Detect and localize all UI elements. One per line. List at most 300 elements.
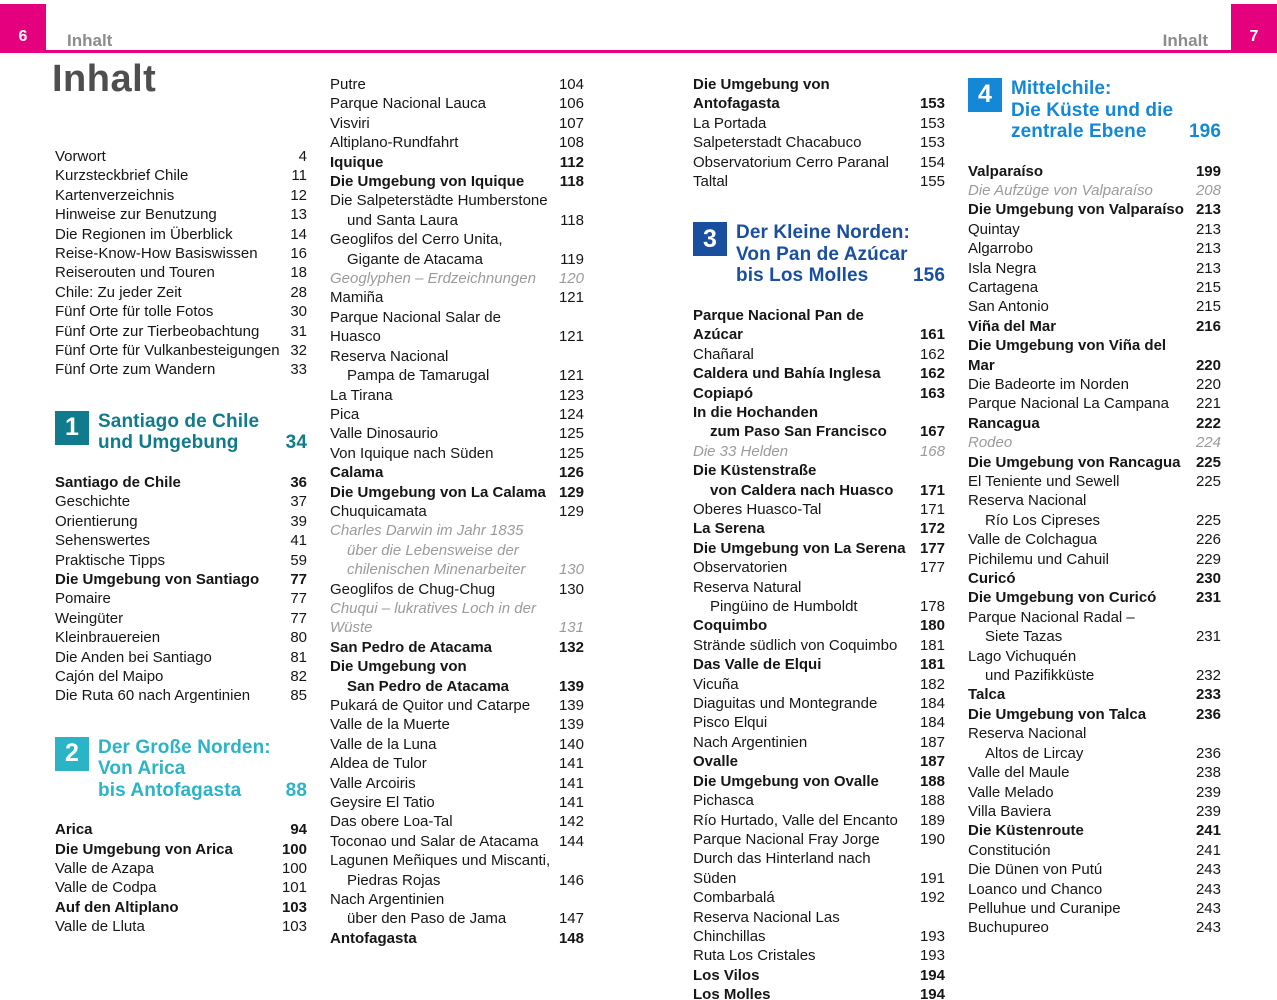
toc-entry-page-number: 229 xyxy=(1195,550,1221,568)
toc-entry xyxy=(330,133,584,152)
toc-entry xyxy=(55,840,307,859)
toc-entry-title: Die Umgebung von Santiago xyxy=(55,570,260,588)
toc-entry-title: Curicó xyxy=(968,570,1016,588)
toc-entry-page-number: 215 xyxy=(1195,298,1221,316)
toc-entry-page-number: 225 xyxy=(1195,511,1221,529)
toc-entry-title: Observatorium Cerro Paranal xyxy=(693,153,889,171)
toc-entry-page-number: 142 xyxy=(558,813,584,831)
toc-entry-title: Valle de la Luna xyxy=(330,735,437,753)
toc-entry xyxy=(693,442,945,461)
toc-entry xyxy=(968,162,1221,181)
toc-entry xyxy=(693,539,945,558)
toc-entry-title: Die Küstenroute xyxy=(968,822,1084,840)
toc-entry xyxy=(55,820,307,839)
toc-entry-title: Piedras Rojas xyxy=(347,871,441,889)
toc-entry xyxy=(55,147,307,166)
toc-entry-title: Gigante de Atacama xyxy=(347,250,483,268)
toc-entry-page-number: 32 xyxy=(290,342,307,360)
toc-entry-page-number: 139 xyxy=(558,716,584,734)
toc-entry xyxy=(330,502,584,521)
toc-entry-title: Valle de la Muerte xyxy=(330,716,450,734)
toc-entry-title: Combarbalá xyxy=(693,889,775,907)
toc-entry-title: Weingüter xyxy=(55,609,124,627)
toc-entry-page-number: 81 xyxy=(290,648,307,666)
toc-entry-title: Chile: Zu jeder Zeit xyxy=(55,283,182,301)
toc-entry-page-number: 119 xyxy=(560,250,584,268)
right-page-number-box xyxy=(1231,4,1277,53)
toc-entry-page-number: 139 xyxy=(558,697,584,714)
toc-entry xyxy=(693,384,945,403)
toc-entry-page-number: 103 xyxy=(281,918,307,936)
toc-entry-title: Villa Baviera xyxy=(968,802,1052,820)
toc-entry-page-number: 162 xyxy=(919,345,945,363)
toc-entry-title: Observatorien xyxy=(693,559,788,577)
toc-entry-page-number: 121 xyxy=(558,289,584,307)
toc-entry-title: Chuquicamata xyxy=(330,502,427,520)
section-title-line: Der Kleine Norden: xyxy=(736,222,910,244)
toc-entry-page-number: 194 xyxy=(919,966,945,984)
toc-entry xyxy=(330,114,584,133)
toc-entry-page-number: 222 xyxy=(1195,414,1221,432)
toc-entry-title: Kurzsteckbrief Chile xyxy=(55,167,189,185)
toc-entry xyxy=(55,244,307,263)
toc-entry-page-number: 77 xyxy=(290,590,307,608)
toc-entry-title: Das Valle de Elqui xyxy=(693,656,822,674)
toc-entry xyxy=(330,483,584,502)
toc-entry-title: Die Regionen im Überblick xyxy=(55,225,233,243)
toc-entry xyxy=(55,225,307,244)
toc-entry-title: Los Vilos xyxy=(693,966,760,984)
toc-entry-page-number: 121 xyxy=(558,328,584,346)
toc-entry xyxy=(968,375,1221,394)
toc-entry-page-number: 100 xyxy=(281,860,307,878)
toc-entry xyxy=(55,628,307,647)
toc-entry xyxy=(968,433,1221,452)
toc-entry-page-number: 148 xyxy=(558,929,584,947)
toc-entry xyxy=(55,512,307,531)
toc-entry-page-number: 208 xyxy=(1195,181,1221,199)
toc-entry-page-number: 199 xyxy=(1195,162,1221,180)
toc-entry xyxy=(968,200,1221,219)
toc-entry-title: Los Molles xyxy=(693,986,771,1000)
toc-entry-title: Quintay xyxy=(968,220,1020,238)
toc-entry-page-number: 153 xyxy=(919,114,945,132)
toc-entry-title: Sehenswertes xyxy=(55,532,151,550)
toc-entry xyxy=(330,696,584,715)
toc-entry-page-number: 213 xyxy=(1195,220,1221,238)
section-heading xyxy=(693,222,945,287)
toc-entry-page-number: 12 xyxy=(290,186,307,204)
toc-entry-title: Kleinbrauereien xyxy=(55,629,161,647)
toc-entry-title: Loanco und Chanco xyxy=(968,880,1103,898)
section-number-badge: 1 xyxy=(55,411,89,445)
toc-entry xyxy=(330,715,584,734)
toc-entry xyxy=(55,589,307,608)
toc-entry-title: Reserva Nacional Las Chinchillas xyxy=(693,908,840,945)
left-page-number: 6 xyxy=(18,28,28,45)
section-heading xyxy=(968,78,1221,143)
toc-entry-title: Die Umgebung von Viña del Mar xyxy=(968,337,1167,374)
toc-entry xyxy=(693,461,945,500)
toc-entry-page-number: 146 xyxy=(558,871,584,889)
toc-entry-title: El Teniente und Sewell xyxy=(968,473,1120,490)
toc-entry-page-number: 241 xyxy=(1195,841,1221,859)
section-page-number: 34 xyxy=(285,432,307,454)
toc-entry xyxy=(330,386,584,405)
section-heading xyxy=(55,737,307,802)
toc-entry xyxy=(330,191,584,230)
toc-entry-page-number: 180 xyxy=(919,617,945,635)
toc-entry-title: Die Salpeterstädte Humberstone xyxy=(330,192,548,210)
toc-entry xyxy=(330,638,584,657)
toc-entry xyxy=(968,239,1221,258)
toc-entry xyxy=(968,491,1221,530)
toc-entry-title: Geschichte xyxy=(55,493,131,511)
toc-entry-page-number: 144 xyxy=(558,832,584,850)
toc-entry xyxy=(330,347,584,386)
toc-entry-page-number: 16 xyxy=(290,245,307,263)
toc-entry-page-number: 36 xyxy=(290,473,307,491)
toc-entry-title: San Antonio xyxy=(968,298,1049,316)
toc-entry xyxy=(693,830,945,849)
toc-entry-title: und Pazifikküste xyxy=(985,667,1095,685)
toc-entry-page-number: 220 xyxy=(1195,375,1221,393)
toc-entry-page-number: 4 xyxy=(298,148,307,165)
toc-entry-title: Valle de Lluta xyxy=(55,918,145,936)
toc-entry xyxy=(55,322,307,341)
toc-entry-title: Reiserouten und Touren xyxy=(55,264,215,282)
toc-entry xyxy=(330,832,584,851)
toc-entry xyxy=(330,463,584,482)
toc-entry-title: Cartagena xyxy=(968,278,1039,296)
toc-entry-page-number: 193 xyxy=(919,927,945,945)
toc-entry xyxy=(968,550,1221,569)
toc-entry-title: Coquimbo xyxy=(693,617,768,635)
toc-entry-title: Altos de Lircay xyxy=(985,744,1084,762)
toc-entry-page-number: 192 xyxy=(919,889,945,907)
toc-entry-page-number: 155 xyxy=(919,173,945,191)
section-page-number: 156 xyxy=(912,265,945,287)
toc-entry-title: Die Ruta 60 nach Argentinien xyxy=(55,687,251,705)
toc-entry-title: Antofagasta xyxy=(330,929,417,947)
toc-entry-page-number: 18 xyxy=(290,264,307,282)
toc-entry-title: Pukará de Quitor und Catarpe xyxy=(330,697,531,714)
toc-entry-title: Parque Nacional Radal – xyxy=(968,608,1135,626)
toc-entry-title: Parque Nacional Fray Jorge xyxy=(693,830,880,848)
toc-entry-page-number: 187 xyxy=(919,753,945,771)
toc-entry-page-number: 124 xyxy=(558,405,584,423)
toc-entry-page-number: 220 xyxy=(1195,356,1221,374)
toc-entry-title: chilenischen Minenarbeiter xyxy=(347,561,526,579)
toc-entry xyxy=(968,297,1221,316)
toc-entry-page-number: 225 xyxy=(1195,453,1221,471)
toc-entry-title: von Caldera nach Huasco xyxy=(710,481,894,499)
section-title-line: bis Antofagasta xyxy=(98,779,242,801)
toc-entry xyxy=(693,558,945,577)
toc-entry xyxy=(968,220,1221,239)
toc-entry-page-number: 118 xyxy=(560,211,584,229)
toc-entry xyxy=(330,599,584,638)
toc-entry xyxy=(55,263,307,282)
toc-entry-title: Die Dünen von Putú xyxy=(968,861,1103,879)
toc-entry-page-number: 162 xyxy=(919,365,945,383)
toc-entry xyxy=(968,394,1221,413)
toc-entry xyxy=(55,878,307,897)
toc-entry xyxy=(968,414,1221,433)
toc-entry-page-number: 231 xyxy=(1195,628,1221,646)
toc-entry-page-number: 121 xyxy=(558,367,584,385)
toc-entry-page-number: 177 xyxy=(919,559,945,577)
section-number-badge: 3 xyxy=(693,222,727,256)
toc-entry xyxy=(693,655,945,674)
toc-entry-page-number: 11 xyxy=(291,167,307,185)
toc-entry-page-number: 37 xyxy=(290,493,307,511)
toc-entry-title: Cajón del Maipo xyxy=(55,667,164,685)
toc-entry-title: In die Hochanden xyxy=(693,403,819,421)
toc-entry-title: Pelluhue und Curanipe xyxy=(968,899,1121,917)
toc-entry-page-number: 125 xyxy=(558,444,584,462)
toc-entry-page-number: 118 xyxy=(559,173,584,191)
toc-entry xyxy=(693,616,945,635)
toc-entry-title: Rodeo xyxy=(968,434,1013,452)
toc-entry-page-number: 77 xyxy=(290,609,307,627)
toc-entry-title: Lagunen Meñiques und Miscanti, xyxy=(330,852,551,870)
toc-entry-page-number: 125 xyxy=(558,425,584,443)
left-page-number-box xyxy=(0,4,46,53)
toc-entry xyxy=(968,880,1221,899)
toc-entry-title: Valparaíso xyxy=(968,162,1044,180)
header-rule xyxy=(46,50,1231,53)
toc-entry-page-number: 39 xyxy=(290,512,307,530)
toc-column-2 xyxy=(330,75,584,948)
toc-entry-page-number: 104 xyxy=(558,76,584,93)
toc-entry xyxy=(330,75,584,94)
toc-entry-title: Valle de Colchagua xyxy=(968,531,1097,549)
section-page-number: 196 xyxy=(1188,121,1221,142)
toc-entry-page-number: 188 xyxy=(919,772,945,790)
right-running-header: Inhalt xyxy=(1162,31,1208,50)
section-page-number: 88 xyxy=(285,779,307,801)
toc-entry xyxy=(968,453,1221,472)
toc-entry xyxy=(693,519,945,538)
toc-entry-page-number: 13 xyxy=(290,206,307,224)
toc-entry-page-number: 107 xyxy=(558,114,584,132)
toc-entry xyxy=(330,288,584,307)
toc-entry xyxy=(330,890,584,929)
toc-entry-title: Nach Argentinien xyxy=(330,891,445,909)
toc-entry xyxy=(693,772,945,791)
toc-entry-title: Rancagua xyxy=(968,414,1040,432)
toc-entry-title: Die Umgebung von Ovalle xyxy=(693,772,879,790)
section-title-line: Santiago de Chile xyxy=(98,410,260,432)
toc-entry-page-number: 163 xyxy=(919,384,945,402)
toc-entry-page-number: 226 xyxy=(1195,531,1221,549)
toc-entry-page-number: 231 xyxy=(1195,589,1221,607)
section-heading xyxy=(55,411,307,454)
toc-entry xyxy=(330,735,584,754)
toc-entry-page-number: 213 xyxy=(1195,259,1221,277)
toc-entry-page-number: 243 xyxy=(1195,899,1221,917)
toc-entry xyxy=(693,985,945,1000)
toc-entry-title: Die Küstenstraße xyxy=(693,462,817,480)
toc-entry-title: Valle Arcoiris xyxy=(330,774,416,792)
toc-entry xyxy=(330,657,584,696)
toc-entry-page-number: 141 xyxy=(558,755,584,773)
toc-entry-title: Altiplano-Rundfahrt xyxy=(330,134,459,152)
toc-entry-title: und Santa Laura xyxy=(347,211,458,229)
toc-entry xyxy=(693,888,945,907)
toc-entry-title: Die Anden bei Santiago xyxy=(55,648,212,666)
toc-entry xyxy=(968,860,1221,879)
toc-entry-title: Nach Argentinien xyxy=(693,733,808,751)
toc-entry xyxy=(693,364,945,383)
toc-entry-page-number: 232 xyxy=(1195,667,1221,685)
toc-entry xyxy=(693,694,945,713)
toc-entry xyxy=(693,849,945,888)
toc-entry xyxy=(693,153,945,172)
toc-entry-page-number: 177 xyxy=(919,539,945,557)
toc-entry-title: Pampa de Tamarugal xyxy=(347,367,490,385)
toc-column-1 xyxy=(55,147,307,937)
toc-entry-page-number: 123 xyxy=(558,386,584,404)
toc-entry-page-number: 130 xyxy=(558,561,584,579)
toc-entry xyxy=(330,269,584,288)
toc-entry-title: Oberes Huasco-Tal xyxy=(693,501,822,518)
toc-entry-page-number: 33 xyxy=(290,361,307,379)
toc-entry-title: Lago Vichuquén xyxy=(968,647,1077,665)
toc-entry-page-number: 41 xyxy=(290,532,307,550)
toc-entry-page-number: 241 xyxy=(1195,822,1221,840)
section-title-line: Von Pan de Azúcar xyxy=(736,243,908,265)
section-title xyxy=(98,411,307,454)
section-title-line: Der Große Norden: xyxy=(98,736,271,758)
toc-entry-page-number: 184 xyxy=(919,695,945,713)
toc-entry-title: Die Umgebung von La Calama xyxy=(330,483,546,501)
toc-entry-page-number: 154 xyxy=(919,153,945,171)
toc-entry-title: Reserva Natural xyxy=(693,578,802,596)
toc-entry xyxy=(693,946,945,965)
toc-entry-title: Valle Melado xyxy=(968,783,1054,801)
toc-entry xyxy=(693,500,945,519)
toc-entry-title: Geoglyphen – Erdzeichnungen xyxy=(330,270,536,288)
toc-entry xyxy=(968,259,1221,278)
toc-entry-page-number: 224 xyxy=(1195,434,1221,452)
toc-entry xyxy=(693,966,945,985)
toc-entry-page-number: 243 xyxy=(1195,919,1221,937)
toc-entry xyxy=(693,908,945,947)
toc-entry-title: Valle de Codpa xyxy=(55,879,157,897)
toc-entry-page-number: 233 xyxy=(1195,686,1221,704)
toc-entry xyxy=(55,531,307,550)
toc-entry-title: Pingüino de Humboldt xyxy=(710,598,858,616)
toc-entry xyxy=(693,791,945,810)
toc-entry xyxy=(55,360,307,379)
toc-entry-page-number: 147 xyxy=(558,910,584,928)
toc-entry-page-number: 243 xyxy=(1195,880,1221,898)
toc-entry-title: Die Umgebung von La Serena xyxy=(693,539,906,557)
toc-entry-page-number: 14 xyxy=(290,225,307,243)
toc-entry xyxy=(55,551,307,570)
toc-entry-title: über den Paso de Jama xyxy=(347,910,507,928)
toc-entry-title: Isla Negra xyxy=(968,259,1037,277)
toc-entry xyxy=(55,570,307,589)
toc-entry-page-number: 178 xyxy=(919,598,945,616)
toc-entry xyxy=(968,763,1221,782)
toc-entry-page-number: 182 xyxy=(919,675,945,693)
toc-entry-page-number: 215 xyxy=(1195,278,1221,296)
toc-entry xyxy=(968,472,1221,491)
toc-entry-page-number: 129 xyxy=(558,483,584,501)
toc-entry-title: Algarrobo xyxy=(968,240,1034,258)
toc-entry xyxy=(55,166,307,185)
toc-entry-page-number: 184 xyxy=(919,714,945,732)
toc-entry-page-number: 140 xyxy=(558,735,584,753)
section-number-badge: 2 xyxy=(55,737,89,771)
toc-entry-title: Vicuña xyxy=(693,675,739,693)
toc-entry-page-number: 161 xyxy=(919,326,945,344)
toc-entry-title: Die Umgebung von Talca xyxy=(968,705,1147,723)
toc-entry-title: Toconao und Salar de Atacama xyxy=(330,832,539,850)
toc-entry-title: Putre xyxy=(330,76,366,93)
toc-entry xyxy=(330,94,584,113)
section-title-line: Die Küste und die xyxy=(1011,99,1174,121)
toc-entry-page-number: 194 xyxy=(919,986,945,1000)
toc-entry-title: Die Umgebung von xyxy=(330,658,467,676)
toc-entry xyxy=(55,859,307,878)
toc-entry xyxy=(55,898,307,917)
toc-entry-title: Charles Darwin im Jahr 1835 xyxy=(330,522,524,540)
toc-entry-title: Reserva Nacional xyxy=(968,725,1087,743)
toc-entry xyxy=(968,317,1221,336)
toc-entry-title: Geoglifos del Cerro Unita, xyxy=(330,231,503,249)
toc-entry-page-number: 171 xyxy=(919,501,945,518)
toc-entry xyxy=(693,578,945,617)
toc-entry xyxy=(693,713,945,732)
toc-entry-title: Die 33 Helden xyxy=(693,442,789,460)
toc-entry xyxy=(330,424,584,443)
toc-entry-page-number: 213 xyxy=(1195,201,1221,219)
toc-entry-page-number: 230 xyxy=(1195,570,1221,588)
toc-entry-title: Pichilemu und Cahuil xyxy=(968,550,1109,568)
toc-entry-page-number: 238 xyxy=(1195,764,1221,782)
toc-entry-page-number: 181 xyxy=(919,636,945,654)
toc-entry-page-number: 171 xyxy=(919,481,945,499)
toc-entry-page-number: 236 xyxy=(1195,705,1221,723)
toc-entry-page-number: 141 xyxy=(558,794,584,812)
section-title-line: und Umgebung xyxy=(98,432,239,454)
toc-entry-title: Pisco Elqui xyxy=(693,714,768,732)
section-title-line: Von Arica xyxy=(98,758,186,780)
toc-entry xyxy=(693,636,945,655)
toc-column-4 xyxy=(968,75,1221,938)
toc-entry xyxy=(330,580,584,599)
toc-entry xyxy=(968,608,1221,647)
toc-entry xyxy=(55,917,307,936)
toc-entry-page-number: 130 xyxy=(558,580,584,598)
toc-entry-title: La Portada xyxy=(693,114,767,132)
toc-entry-page-number: 190 xyxy=(919,830,945,848)
toc-entry-page-number: 221 xyxy=(1195,395,1221,413)
toc-entry xyxy=(55,341,307,360)
toc-entry xyxy=(968,783,1221,802)
toc-entry-page-number: 120 xyxy=(558,270,584,288)
toc-entry-title: Kartenverzeichnis xyxy=(55,186,175,204)
toc-entry xyxy=(55,686,307,705)
toc-entry-title: Río Los Cipreses xyxy=(985,511,1101,529)
toc-entry xyxy=(968,336,1221,375)
toc-entry xyxy=(330,405,584,424)
toc-entry-title: Auf den Altiplano xyxy=(55,898,179,916)
